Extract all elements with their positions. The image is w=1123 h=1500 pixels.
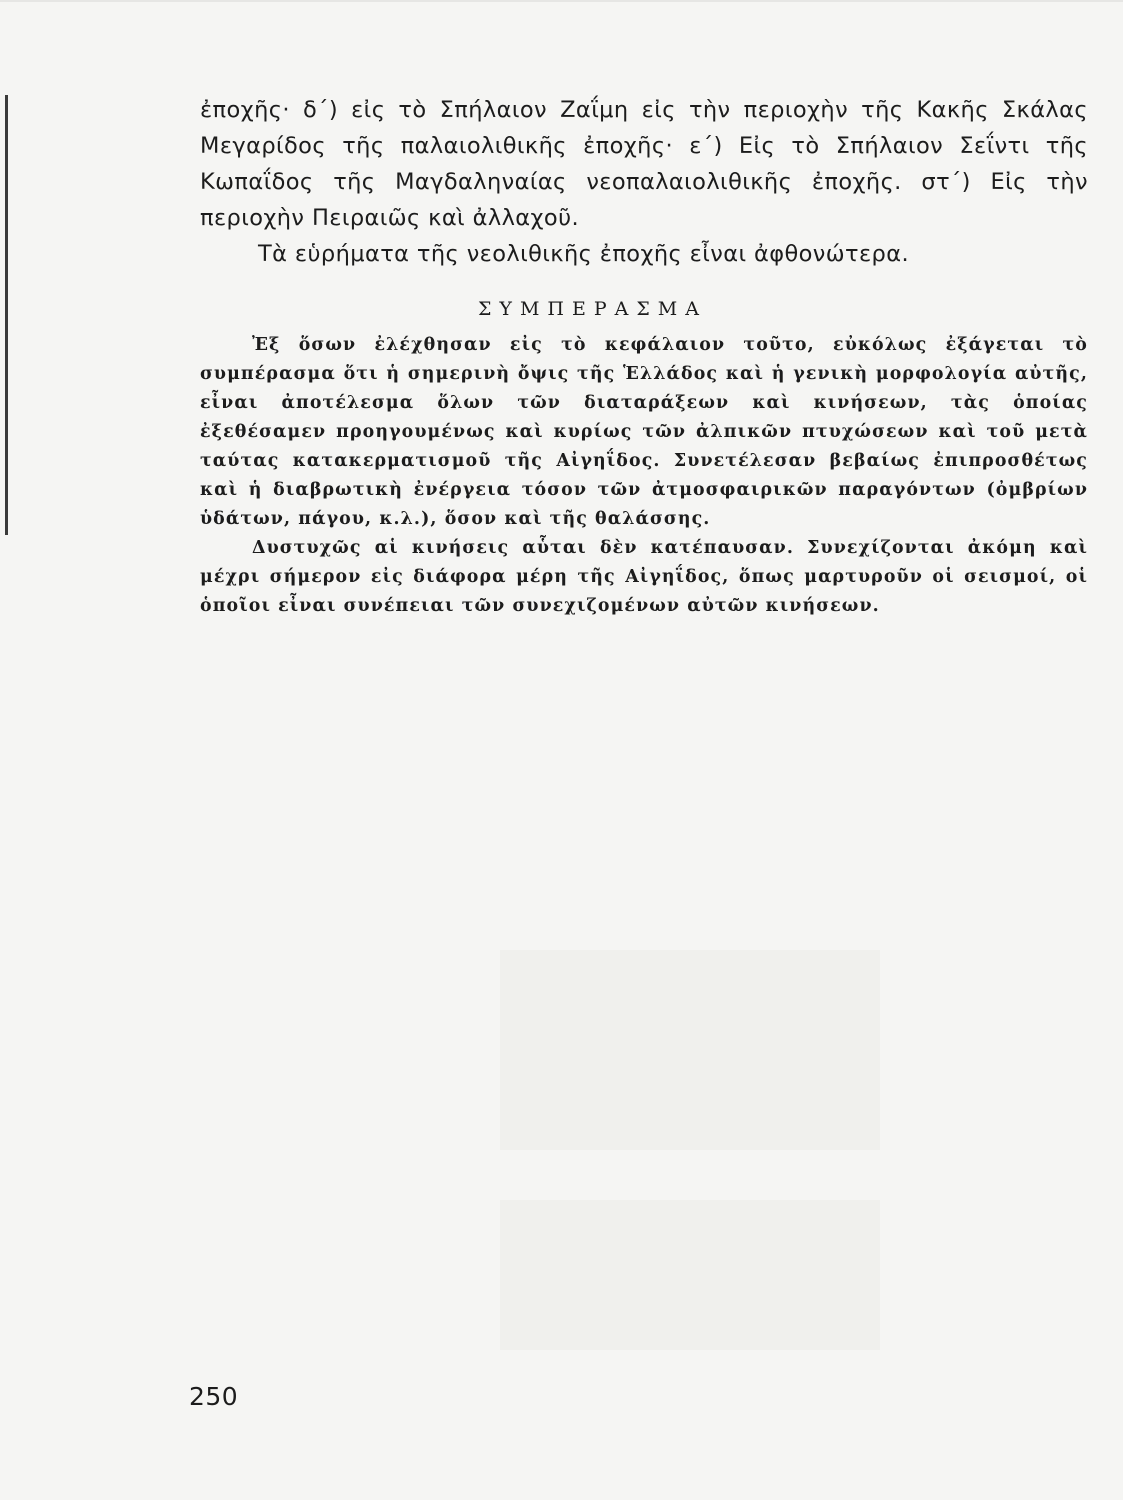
conclusion-paragraph-1: Ἐξ ὅσων ἐλέχθησαν εἰς τὸ κεφάλαιον τοῦτο, εὐκόλως ἐξάγεται τὸ συμπέρασμα ὅτι ἡ σημερινὴ ὄψις τῆς Ἑλλάδος καὶ ἡ γενικὴ μορφολογία αὐτῆς, εἶναι ἀποτέλεσμα ὅλων τῶν διαταράξεων καὶ κινήσεων, τὰς ὁποίας ἐξεθέσαμεν προηγουμένως καὶ κυρίως τῶν ἀλπικῶν πτυχώσεων καὶ τοῦ μετὰ ταύτας κατακερματισμοῦ τῆς Αἰγηΐδος. Συνετέλεσαν βεβαίως ἐπιπροσθέτως καὶ ἡ διαβρωτικὴ ἐνέργεια τόσον τῶν ἀτμοσφαιρικῶν παραγόντων (ὀμβρίων ὑδάτων, πάγου, κ.λ.), ὅσον καὶ τῆς θαλάσσης. [200, 335, 1088, 529]
section-heading: ΣΥΜΠΕΡΑΣΜΑ [478, 298, 707, 320]
show-through-region [500, 950, 880, 1150]
show-through-region [500, 1200, 880, 1350]
intro-paragraph: ἐποχῆς· δ΄) εἰς τὸ Σπήλαιον Ζαΐμη εἰς τὴν περιοχὴν τῆς Κακῆς Σκάλας Μεγαρίδος τῆς παλαιολιθικῆς ἐποχῆς· ε΄) Εἰς τὸ Σπήλαιον Σεΐντι τῆς Κωπαΐδος τῆς Μαγδαληναίας νεοπαλαιολιθικῆς ἐποχῆς. στ΄) Εἰς τὴν περιοχὴν Πειραιῶς καὶ ἀλλαχοῦ. [200, 97, 1088, 231]
intro-paragraph-2: Τὰ εὑρήματα τῆς νεολιθικῆς ἐποχῆς εἶναι ἀφθονώτερα. [258, 241, 909, 267]
conclusion-paragraph-2: Δυστυχῶς αἱ κινήσεις αὗται δὲν κατέπαυσαν. Συνεχίζονται ἀκόμη καὶ μέχρι σήμερον εἰς διάφορα μέρη τῆς Αἰγηΐδος, ὅπως μαρτυροῦν οἱ σεισμοί, οἱ ὁποῖοι εἶναι συνέπειαι τῶν συνεχιζομένων αὐτῶν κινήσεων. [200, 538, 1088, 616]
page-top-edge [0, 0, 1123, 2]
page-number: 250 [189, 1382, 239, 1411]
conclusion-body [200, 331, 1088, 621]
margin-rule [5, 95, 8, 535]
